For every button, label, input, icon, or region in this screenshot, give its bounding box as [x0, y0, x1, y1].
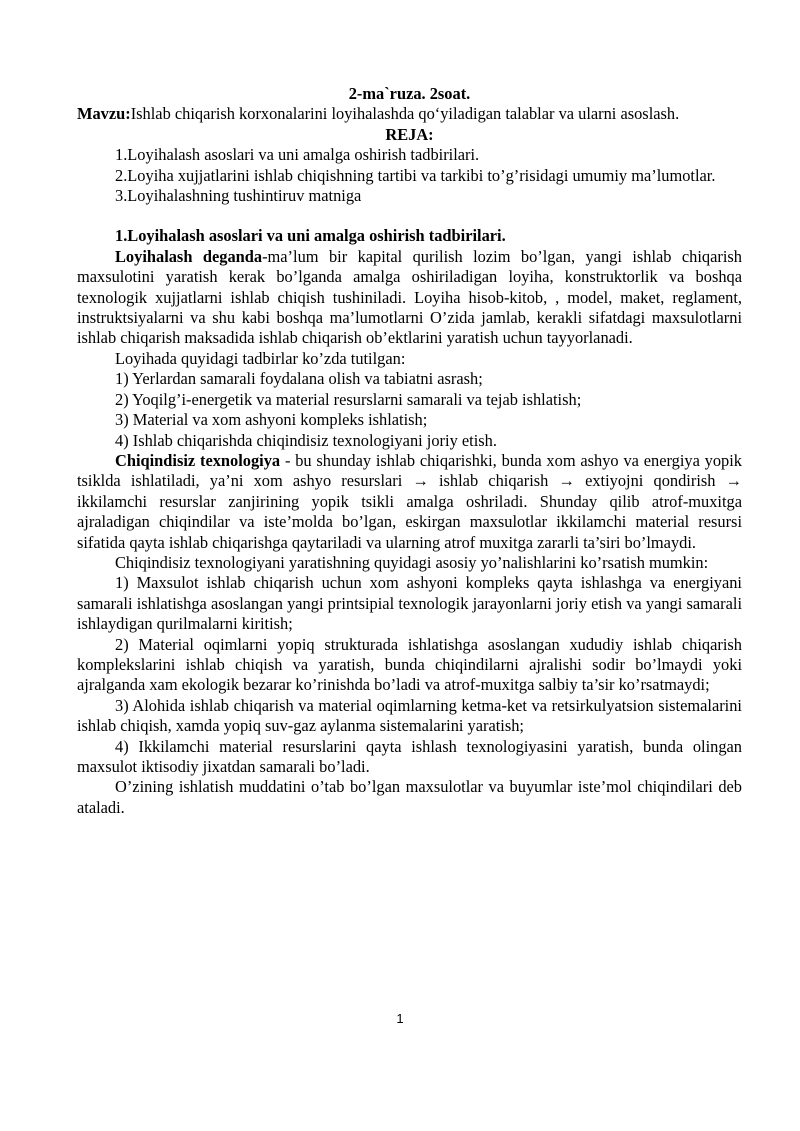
- measures-intro: Loyihada quyidagi tadbirlar ko’zda tutilgan:: [115, 348, 406, 368]
- section-heading: [77, 226, 742, 246]
- spacer: [77, 206, 742, 226]
- document-page: [77, 84, 742, 818]
- measure-item-4: 4) Ishlab chiqarishda chiqindisiz texnologiyani joriy etish.: [115, 430, 497, 450]
- topic-paragraph: [77, 104, 742, 124]
- direction-item-4: 4) Ikkilamchi material resurslarini qayta ishlash texnologiyasini yaratish, bunda olingan maxsulot iktisodiy jixatdan samarali bo’ladi.: [77, 736, 742, 776]
- section-heading-text: 1.Loyihalash asoslari va uni amalga oshirish tadbirilari.: [115, 226, 506, 246]
- definition-paragraph: [77, 247, 742, 349]
- plan-item-2: 2.Loyiha xujjatlarini ishlab chiqishning tartibi va tarkibi to’g’risidagi umumiy ma’lumotlar.: [115, 165, 716, 185]
- definition-term: Loyihalash deganda: [115, 246, 263, 266]
- direction-item-1: 1) Maxsulot ishlab chiqarish uchun xom ashyoni kompleks qayta ishlashga va energiyani samarali ishlatishga asoslangan yangi printsipial texnologik jarayonlarni joriy etish va yangi samarali ishlaydigan qurilmalarni kiritish;: [77, 573, 742, 634]
- measure-item-2: 2) Yoqilg’i-energetik va material resurslarni samarali va tejab ishlatish;: [115, 389, 582, 409]
- wasteless-term: Chiqindisiz texnologiya: [115, 450, 281, 470]
- direction-item-3: 3) Alohida ishlab chiqarish va material oqimlarning ketma-ket va retsirkulyatsion sistemalarini ishlab chiqish, xamda yopiq suv-gaz aylanma sistemalarini yaratish;: [77, 695, 742, 736]
- topic-text: Ishlab chiqarish korxonalarini loyihalashda qo‘yiladigan talablar va ularni asoslash.: [130, 104, 680, 124]
- wasteless-text: - bu shunday ishlab chiqarishki, bunda xom ashyo va energiya yopik tsiklda ishlatiladi, ya’ni xom ashyo resurslari → ishlab chiqarish → extiyojni qondirish → ikkilamchi resurslar zanjirining yopik tsikli amalga oshriladi. Shunday qilib atrof-muxitga ajraladigan chiqindilar va iste’molda bo’lgan, eskirgan maxsulotlar ikkilamchi material resursi sifatida qayta ishlab chiqarishga qaytariladi va ularning atrof muxitga zararli ta’siri bo’lmaydi.: [77, 450, 743, 552]
- lecture-title: 2-ma`ruza. 2soat.: [348, 84, 471, 103]
- measure-item-3: 3) Material va xom ashyoni kompleks ishlatish;: [115, 410, 428, 430]
- directions-intro: Chiqindisiz texnologiyani yaratishning quyidagi asosiy yo’nalishlarini ko’rsatish mumkin:: [115, 552, 709, 572]
- plan-item-3: 3.Loyihalashning tushintiruv matniga: [115, 186, 362, 206]
- topic-label: Mavzu:: [77, 104, 131, 124]
- direction-item-2: 2) Material oqimlarni yopiq strukturada ishlatishga asoslangan xududiy ishlab chiqarish komplekslarini ishlab chiqish va yaratish, bunda chiqindilarni ajralishi sodir bo’lmaydi yoki ajralganda xam ekologik bezarar ko’rinishda bo’ladi va atrof-muxitga salbiy ta’sir ko’rsatmaydi;: [77, 634, 742, 695]
- closing-paragraph: O’zining ishlatish muddatini o’tab bo’lgan maxsulotlar va buyumlar iste’mol chiqindilari deb ataladi.: [77, 777, 742, 817]
- plan-title: REJA:: [385, 124, 434, 144]
- plan-item-1: 1.Loyihalash asoslari va uni amalga oshirish tadbirilari.: [115, 145, 480, 165]
- measure-item-1: 1) Yerlardan samarali foydalana olish va tabiatni asrash;: [115, 369, 483, 389]
- definition-text: -ma’lum bir kapital qurilish lozim bo’lgan, yangi ishlab chiqarish maxsulotini yaratish kerak bo’lganda amalga oshiriladigan loyiha, konstruktorlik va boshqa texnologik xujjatlarni ishlab chiqish tushiniladi. Loyiha hisob-kitob, , model, maket, reglament, instruktsiyalarni va shu kabi boshqa ma’lumotlarni O’zida jamlab, kerakli sifatdagi maxsulotlarni ishlab chiqarish maksadida ishlab chiqarish ob’ektlarini yaratish uchun tayyorlanadi.: [77, 246, 742, 348]
- page-number: 1: [396, 1011, 404, 1026]
- wasteless-paragraph: [77, 451, 742, 553]
